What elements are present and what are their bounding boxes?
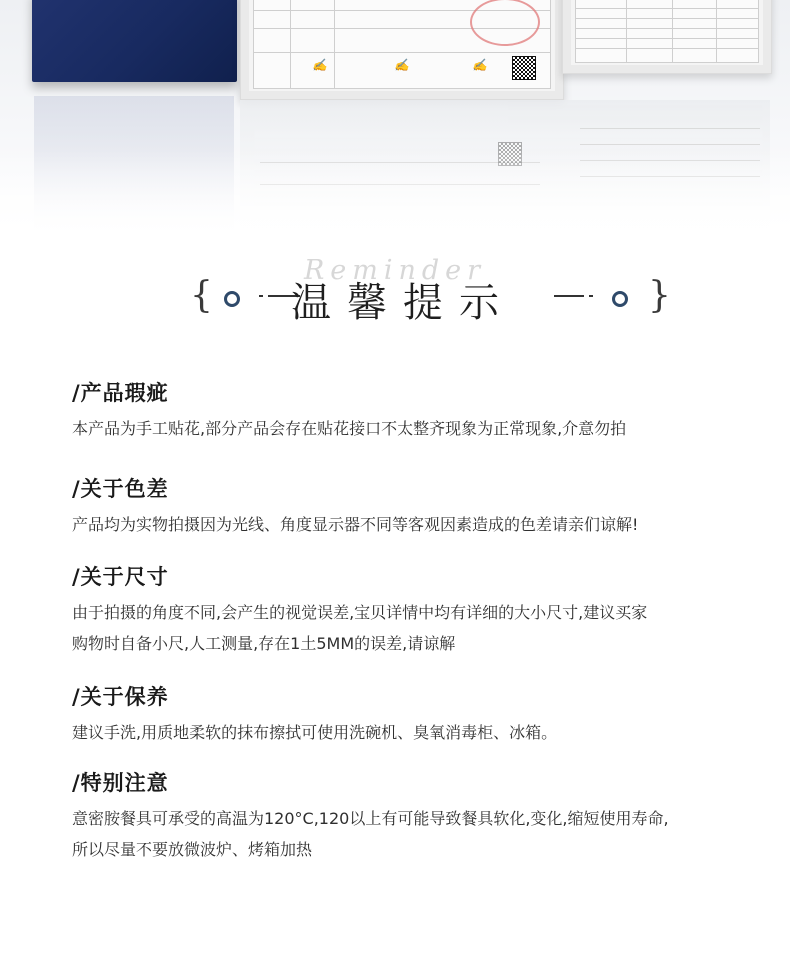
section-title bbox=[0, 255, 790, 335]
certificate-photo bbox=[0, 0, 790, 240]
note-text: 由于拍摄的角度不同,会产生的视觉误差,宝贝详情中均有详细的大小尺寸,建议买家 购物时自备小尺,人工测量,存在1土5MM的误差,请谅解 bbox=[72, 603, 648, 653]
note-heading: /产品瑕疵 bbox=[72, 381, 169, 405]
note-size bbox=[72, 561, 752, 659]
certificate-frame-main bbox=[240, 0, 564, 100]
certificate-sheet: ✍ ✍ ✍ bbox=[253, 0, 551, 89]
right-dash-tick bbox=[589, 295, 593, 297]
right-brace-icon: } bbox=[648, 275, 671, 316]
note-maintenance bbox=[72, 681, 752, 748]
right-dot-icon bbox=[612, 291, 628, 307]
navy-book-cover bbox=[32, 0, 237, 82]
title-watermark-english: Reminder bbox=[303, 255, 487, 286]
note-special-attention bbox=[72, 767, 752, 865]
title-chinese: 温馨提示 bbox=[291, 280, 515, 326]
note-defects bbox=[72, 377, 752, 444]
note-text: 建议手洗,用质地柔软的抹布擦拭可使用洗碗机、臭氧消毒柜、冰箱。 bbox=[72, 723, 558, 742]
note-text: 意密胺餐具可承受的高温为120°C,120以上有可能导致餐具软化,变化,缩短使用寿命, 所以尽量不要放微波炉、烤箱加热 bbox=[72, 809, 669, 859]
certificate-frame-side bbox=[562, 0, 772, 74]
red-stamp bbox=[470, 0, 540, 46]
note-color-difference bbox=[72, 473, 752, 540]
certificate-sheet-side bbox=[575, 0, 759, 63]
note-heading: /关于保养 bbox=[72, 685, 169, 709]
note-text: 本产品为手工贴花,部分产品会存在贴花接口不太整齐现象为正常现象,介意勿拍 bbox=[72, 419, 627, 438]
left-brace-icon: { bbox=[190, 275, 213, 316]
note-heading: /关于尺寸 bbox=[72, 565, 169, 589]
right-dash-line bbox=[554, 295, 584, 297]
qr-code-icon bbox=[512, 56, 536, 80]
note-text: 产品均为实物拍摄因为光线、角度显示器不同等客观因素造成的色差请亲们谅解! bbox=[72, 515, 639, 534]
note-heading: /特别注意 bbox=[72, 771, 169, 795]
note-heading: /关于色差 bbox=[72, 477, 169, 501]
